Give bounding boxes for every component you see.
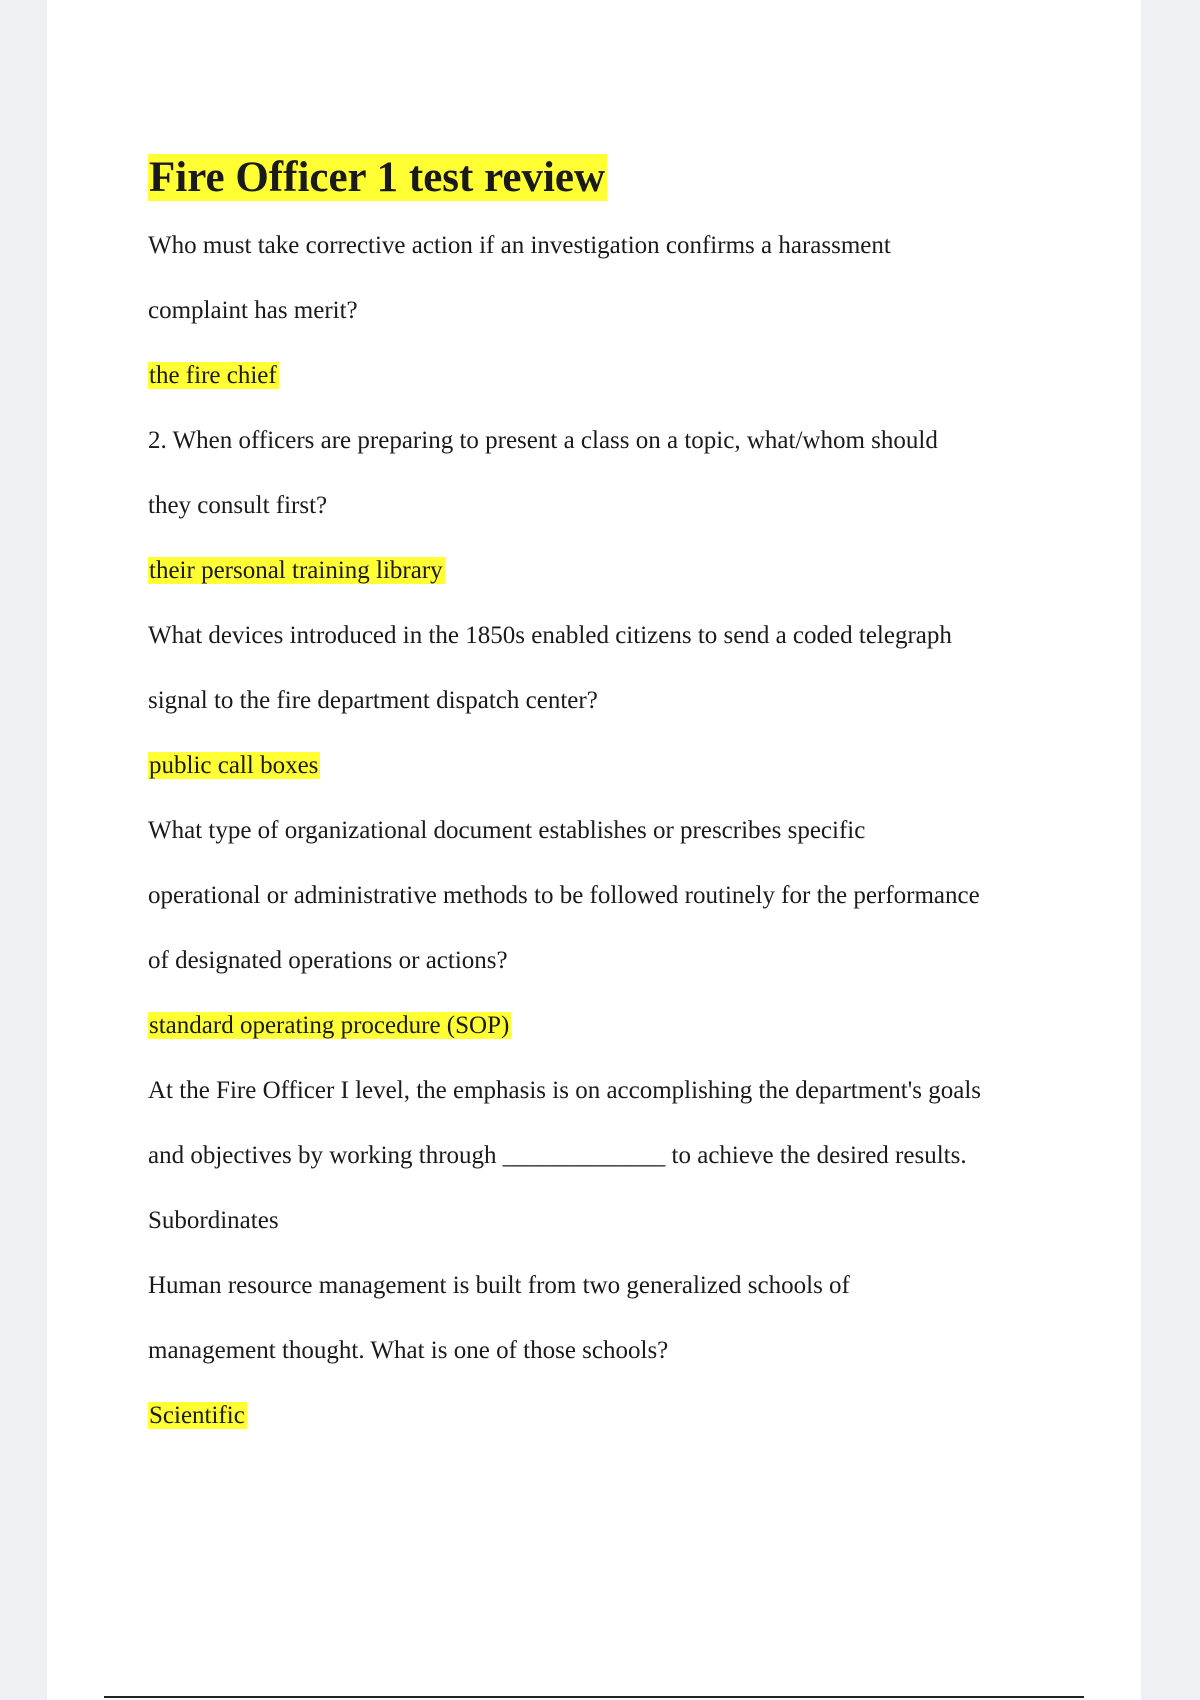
question-line <box>148 1123 1138 1188</box>
answer-line <box>148 343 1138 408</box>
question-text: management thought. What is one of those schools? <box>148 1337 669 1364</box>
bottom-divider <box>104 1696 1084 1698</box>
question-text: signal to the fire department dispatch center? <box>148 687 598 714</box>
title-highlight: Fire Officer 1 test review <box>149 154 606 201</box>
answer-text: the fire chief <box>149 362 277 389</box>
question-line <box>148 798 1138 863</box>
answer-text: Scientific <box>149 1402 245 1429</box>
question-text: What devices introduced in the 1850s enabled citizens to send a coded telegraph <box>148 622 952 649</box>
question-line <box>148 863 1138 928</box>
answer-line <box>148 1383 1138 1448</box>
document-content <box>148 150 1138 1448</box>
answer-text: public call boxes <box>149 752 319 779</box>
question-line <box>148 668 1138 733</box>
question-line <box>148 1058 1138 1123</box>
question-line <box>148 1253 1138 1318</box>
question-line <box>148 603 1138 668</box>
question-text: 2. When officers are preparing to present a class on a topic, what/whom should <box>148 427 938 454</box>
answer-line <box>148 993 1138 1058</box>
question-text: At the Fire Officer I level, the emphasis is on accomplishing the department's goals <box>148 1077 981 1104</box>
question-text: operational or administrative methods to be followed routinely for the performance <box>148 882 980 909</box>
question-text: Human resource management is built from two generalized schools of <box>148 1272 850 1299</box>
question-text: Who must take corrective action if an investigation confirms a harassment <box>148 232 891 259</box>
question-line <box>148 278 1138 343</box>
question-text: What type of organizational document establishes or prescribes specific <box>148 817 866 844</box>
question-line <box>148 1188 1138 1253</box>
question-answer-list <box>148 213 1138 1448</box>
question-line <box>148 408 1138 473</box>
page-title <box>148 150 1138 206</box>
question-text: and objectives by working through _____________ to achieve the desired results. <box>148 1142 967 1169</box>
document-page <box>47 0 1141 1700</box>
question-line <box>148 213 1138 278</box>
question-text: of designated operations or actions? <box>148 947 508 974</box>
question-line <box>148 473 1138 538</box>
question-line <box>148 1318 1138 1383</box>
answer-line <box>148 538 1138 603</box>
answer-line <box>148 733 1138 798</box>
question-text: Subordinates <box>148 1207 279 1234</box>
answer-text: standard operating procedure (SOP) <box>149 1012 510 1039</box>
question-text: complaint has merit? <box>148 297 358 324</box>
answer-text: their personal training library <box>149 557 443 584</box>
question-line <box>148 928 1138 993</box>
question-text: they consult first? <box>148 492 328 519</box>
